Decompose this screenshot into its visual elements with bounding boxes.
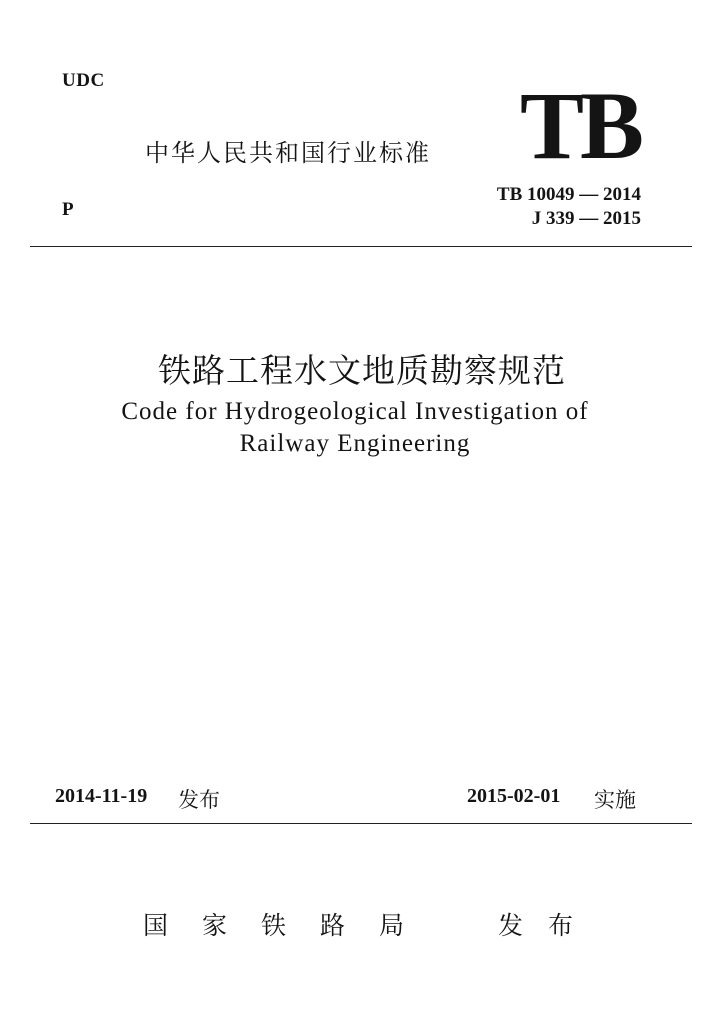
standard-number-j: J 339 — 2015 [531,208,641,229]
issuing-authority: 国家铁路局 [143,911,439,940]
standard-numbers [497,183,641,231]
english-title-line-1: Code for Hydrogeological Investigation of [121,398,589,425]
issuing-action: 发布 [498,911,599,940]
udc-label: UDC [62,70,105,91]
top-divider [30,246,692,247]
standard-type-heading: 中华人民共和国行业标准 [145,139,431,167]
tb-logo: TB [520,72,641,179]
document-title-english [0,396,710,460]
implementation-date: 2015-02-01 [467,785,561,807]
document-title-chinese: 铁路工程水文地质勘察规范 [158,351,566,390]
bottom-divider [30,823,692,824]
issue-label: 发布 [178,788,220,812]
english-title-line-2: Railway Engineering [239,430,471,457]
implementation-label: 实施 [594,788,636,812]
standard-number-tb: TB 10049 — 2014 [496,184,641,205]
issue-date: 2014-11-19 [55,785,148,807]
classification-code: P [62,199,74,220]
